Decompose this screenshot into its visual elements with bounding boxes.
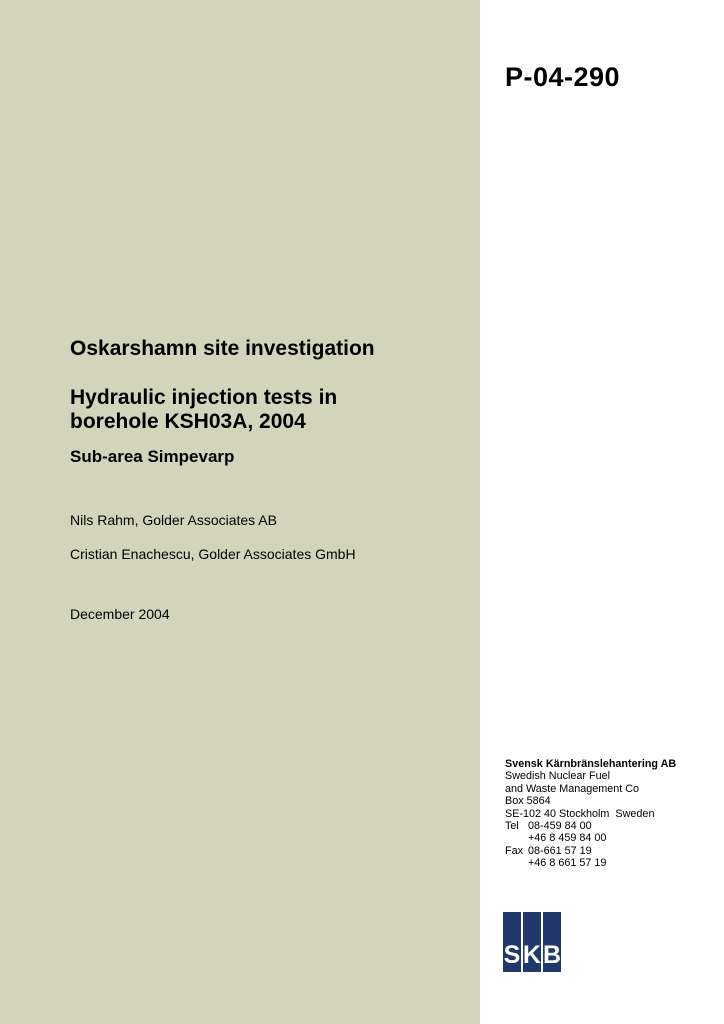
fax-number: +46 8 661 57 19: [528, 857, 607, 870]
skb-logo-letter-b: B: [542, 941, 561, 969]
skb-logo-bar: [503, 912, 521, 972]
author-line: Nils Rahm, Golder Associates AB: [70, 512, 277, 528]
publisher-address-block: [505, 758, 715, 870]
publisher-name: Svensk Kärnbränslehantering AB: [505, 758, 677, 770]
phone-row: [505, 820, 715, 832]
phone-number: 08-459 84 00: [528, 820, 592, 833]
publisher-address-line: and Waste Management Co: [505, 782, 640, 795]
publisher-address-line: Box 5864: [505, 795, 551, 808]
report-title: [70, 386, 470, 433]
skb-logo-letter-k: K: [522, 941, 541, 969]
publisher-address-line: Swedish Nuclear Fuel: [505, 770, 611, 783]
skb-logo-bar: [523, 912, 541, 972]
skb-logo-bar: [543, 912, 561, 972]
author-line: Cristian Enachescu, Golder Associates GmbH: [70, 546, 356, 562]
fax-label: Fax: [505, 844, 523, 857]
phone-label: Tel: [505, 820, 519, 833]
report-title-line2: borehole KSH03A, 2004: [70, 409, 306, 433]
phone-row: [505, 857, 715, 869]
fax-number: 08-661 57 19: [528, 844, 592, 857]
report-number: P-04-290: [505, 62, 621, 92]
report-title-line1: Hydraulic injection tests in: [70, 386, 338, 409]
phone-row: [505, 845, 715, 857]
fax-label: [505, 857, 528, 869]
skb-logo: [503, 912, 561, 972]
publisher-address-line: SE-102 40 Stockholm Sweden: [505, 807, 655, 820]
phone-number: +46 8 459 84 00: [528, 832, 607, 845]
section-title: Oskarshamn site investigation: [70, 337, 375, 360]
report-subtitle: Sub-area Simpevarp: [70, 447, 235, 466]
phone-row: [505, 832, 715, 844]
publication-date: December 2004: [70, 606, 170, 622]
skb-logo-letter-s: S: [503, 941, 521, 969]
phone-label: [505, 832, 528, 844]
